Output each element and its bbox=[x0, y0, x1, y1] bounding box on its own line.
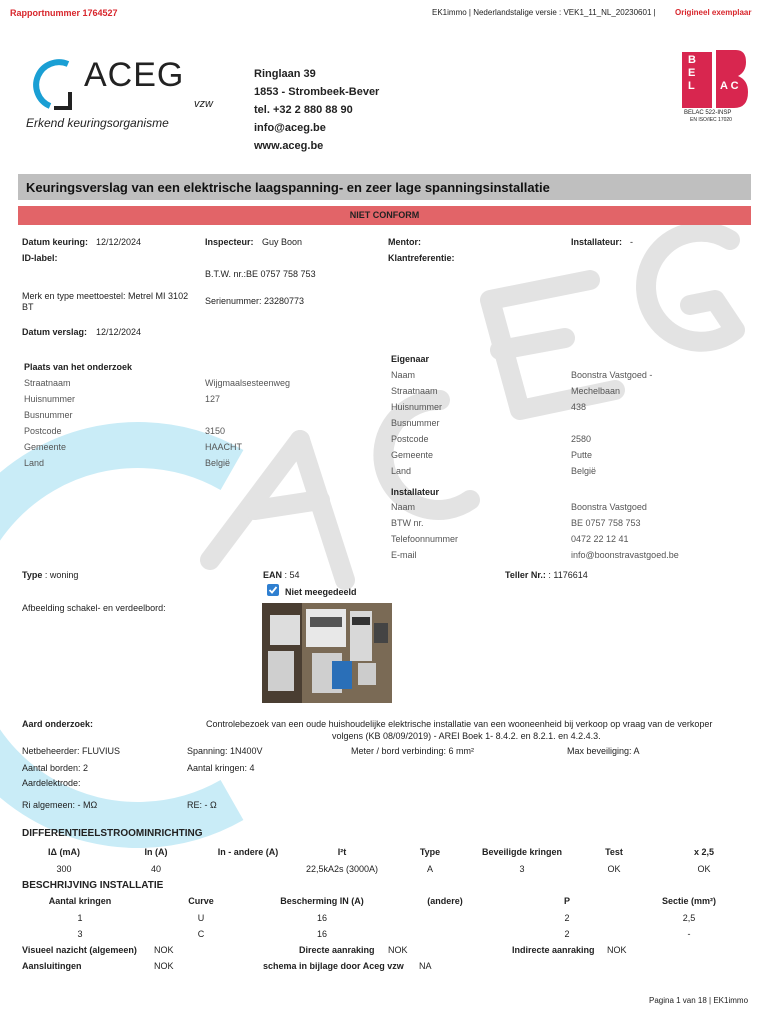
aantal-kringen: Aantal kringen: 4 bbox=[187, 763, 255, 773]
serienummer: Serienummer: 23280773 bbox=[205, 296, 305, 306]
owner-row-label: Straatnaam bbox=[391, 386, 438, 396]
netbeheerder: Netbeheerder: FLUVIUS bbox=[22, 746, 121, 756]
differential-header: In - andere (A) bbox=[217, 847, 279, 857]
installation-header: P bbox=[563, 896, 570, 906]
schema-label: schema in bijlage door Aceg vzw bbox=[263, 961, 404, 971]
differential-header: IΔ (mA) bbox=[48, 847, 80, 857]
differential-cell: 3 bbox=[519, 864, 525, 874]
installer-row-label: E-mail bbox=[391, 550, 417, 560]
differential-cell: 22,5kA2s (3000A) bbox=[305, 864, 379, 874]
installation-cell: U bbox=[197, 913, 205, 923]
max-beveiliging: Max beveiliging: A bbox=[567, 746, 640, 756]
differential-heading: DIFFERENTIEELSTROOMINRICHTING bbox=[22, 828, 203, 839]
owner-row-label: Naam bbox=[391, 370, 416, 380]
installer-row-label: Naam bbox=[391, 502, 416, 512]
belac-letter-c: C bbox=[730, 80, 739, 92]
type-row bbox=[22, 570, 78, 580]
re-value: RE: - Ω bbox=[187, 800, 217, 810]
owner-row-label: Huisnummer bbox=[391, 402, 443, 412]
company-phone: tel. +32 2 880 88 90 bbox=[254, 104, 353, 116]
version-text: EK1immo | Nederlandstalige versie : VEK1_11_NL_20230601 | bbox=[432, 8, 656, 17]
owner-row-value: Mechelbaan bbox=[571, 386, 621, 396]
differential-cell: A bbox=[426, 864, 433, 874]
installer-row-value: info@boonstravastgoed.be bbox=[571, 550, 679, 560]
belac-letter-e: E bbox=[688, 67, 696, 79]
original-copy: Origineel exemplaar bbox=[675, 8, 752, 17]
installation-cell: 2,5 bbox=[682, 913, 696, 923]
owner-row-label: Busnummer bbox=[391, 418, 440, 428]
location-row-value: HAACHT bbox=[205, 442, 243, 452]
installateur-value: - bbox=[630, 237, 633, 247]
location-row-label: Land bbox=[24, 458, 45, 468]
differential-header: In (A) bbox=[144, 847, 168, 857]
owner-row-label: Postcode bbox=[391, 434, 429, 444]
schema-value: NA bbox=[419, 961, 432, 971]
location-row-value: 3150 bbox=[205, 426, 226, 436]
location-row-value: Wijgmaalsesteenweg bbox=[205, 378, 291, 388]
installation-cell: 2 bbox=[564, 929, 570, 939]
ean-row bbox=[263, 570, 300, 580]
differential-header: Type bbox=[419, 847, 441, 857]
installation-cell: 16 bbox=[316, 913, 327, 923]
datum-verslag-label: Datum verslag: bbox=[22, 327, 88, 337]
address-line2: 1853 - Strombeek-Bever bbox=[254, 86, 380, 98]
installation-heading: BESCHRIJVING INSTALLATIE bbox=[22, 880, 164, 891]
differential-header: Beveiligde kringen bbox=[481, 847, 563, 857]
ri-algemeen: Ri algemeen: - MΩ bbox=[22, 800, 98, 810]
installation-cell: 1 bbox=[77, 913, 83, 923]
logo-brand: ACEG bbox=[84, 56, 185, 94]
meter-bord: Meter / bord verbinding: 6 mm² bbox=[351, 746, 475, 756]
installation-cell: 16 bbox=[316, 929, 327, 939]
afbeelding-label: Afbeelding schakel- en verdeelbord: bbox=[22, 603, 166, 613]
location-row-value: 127 bbox=[205, 394, 221, 404]
mentor-label: Mentor: bbox=[388, 237, 421, 247]
id-label: ID-label: bbox=[22, 253, 58, 263]
visueel-value: NOK bbox=[154, 945, 174, 955]
belac-letter-l: L bbox=[688, 80, 695, 92]
type-value: : woning bbox=[44, 570, 79, 580]
installation-cell: C bbox=[197, 929, 205, 939]
differential-cell: OK bbox=[607, 864, 621, 874]
installer-row-value: BE 0757 758 753 bbox=[571, 518, 641, 528]
location-row-label: Postcode bbox=[24, 426, 62, 436]
differential-cell: 40 bbox=[150, 864, 161, 874]
installer-row-label: BTW nr. bbox=[391, 518, 424, 528]
ean-label: EAN bbox=[263, 570, 283, 580]
meettoestel: Merk en type meettoestel: Metrel MI 3102 BT bbox=[22, 291, 189, 312]
location-row-label: Straatnaam bbox=[24, 378, 71, 388]
owner-row-value: België bbox=[571, 466, 597, 476]
spanning: Spanning: 1N400V bbox=[187, 746, 263, 756]
status-badge: NIET CONFORM bbox=[349, 210, 420, 220]
installation-header: Sectie (mm²) bbox=[661, 896, 716, 906]
board-image bbox=[262, 603, 392, 703]
location-row-label: Gemeente bbox=[24, 442, 67, 452]
location-row-label: Huisnummer bbox=[24, 394, 76, 404]
aard-label: Aard onderzoek: bbox=[22, 719, 94, 729]
owner-row-label: Gemeente bbox=[391, 450, 434, 460]
installation-header: (andere) bbox=[427, 896, 463, 906]
page-footer: Pagina 1 van 18 | EK1immo bbox=[649, 996, 749, 1005]
address-line1: Ringlaan 39 bbox=[254, 68, 316, 80]
inspecteur-label: Inspecteur: bbox=[205, 237, 254, 247]
teller-row bbox=[505, 570, 588, 580]
installer-row-value: Boonstra Vastgoed bbox=[571, 502, 647, 512]
teller-value: : 1176614 bbox=[548, 570, 588, 580]
location-row-label: Busnummer bbox=[24, 410, 73, 420]
datum-keuring-label: Datum keuring: bbox=[22, 237, 89, 247]
installation-cell: 2 bbox=[564, 913, 570, 923]
belac-letter-b: B bbox=[688, 54, 696, 66]
company-address bbox=[254, 65, 379, 155]
logo-tagline: Erkend keuringsorganisme bbox=[26, 116, 169, 130]
logo-suffix: vzw bbox=[194, 98, 213, 110]
klantreferentie-label: Klantreferentie: bbox=[388, 253, 455, 263]
inspecteur-value: Guy Boon bbox=[262, 237, 303, 247]
differential-cell: 300 bbox=[56, 864, 72, 874]
type-label: Type bbox=[22, 570, 43, 580]
report-number: Rapportnummer 1764527 bbox=[10, 8, 118, 18]
belac-sub: EN ISO/IEC 17020 bbox=[690, 117, 732, 123]
installation-cell: 3 bbox=[77, 929, 83, 939]
aardelektrode: Aardelektrode: bbox=[22, 778, 81, 788]
installation-header: Curve bbox=[188, 896, 214, 906]
distribution-board-photo bbox=[262, 603, 392, 703]
checkmark-icon bbox=[268, 585, 278, 595]
owner-heading: Eigenaar bbox=[391, 354, 430, 364]
location-row-value: België bbox=[205, 458, 231, 468]
belac-letter-a: A bbox=[720, 80, 728, 92]
installer-row-value: 0472 22 12 41 bbox=[571, 534, 629, 544]
report-title: Keuringsverslag van een elektrische laagspanning- en zeer lage spanningsinstallatie bbox=[26, 180, 550, 195]
owner-row-value: 438 bbox=[571, 402, 587, 412]
btw-number: B.T.W. nr.:BE 0757 758 753 bbox=[205, 269, 316, 279]
datum-keuring-value: 12/12/2024 bbox=[96, 237, 142, 247]
teller-label: Teller Nr.: bbox=[505, 570, 546, 580]
owner-row-value: Boonstra Vastgoed - bbox=[571, 370, 653, 380]
niet-meegedeeld-label: Niet meegedeeld bbox=[285, 587, 357, 597]
aard-line2: volgens (KB 08/09/2019) - AREI Boek 1- 8.4.2. en 8.2.1. en 4.2.4.3. bbox=[332, 731, 601, 741]
belac-logo bbox=[682, 48, 748, 122]
aard-line1: Controlebezoek van een oude huishoudelijke elektrische installatie van een wooneenheid bij verkoop op vraag van de verkoper bbox=[206, 719, 713, 729]
installation-header: Bescherming IN (A) bbox=[280, 896, 364, 906]
installer-heading: Installateur bbox=[391, 487, 440, 497]
visueel-label: Visueel nazicht (algemeen) bbox=[22, 945, 137, 955]
indirecte-label: Indirecte aanraking bbox=[512, 945, 595, 955]
installateur-label: Installateur: bbox=[571, 237, 623, 247]
belac-letters bbox=[688, 54, 696, 93]
aantal-borden: Aantal borden: 2 bbox=[22, 763, 89, 773]
belac-code: BELAC 522-INSP bbox=[684, 110, 732, 116]
directe-value: NOK bbox=[388, 945, 408, 955]
owner-row-value: 2580 bbox=[571, 434, 592, 444]
differential-header: x 2,5 bbox=[693, 847, 715, 857]
datum-verslag-value: 12/12/2024 bbox=[96, 327, 142, 337]
differential-cell: OK bbox=[697, 864, 711, 874]
differential-header: I²t bbox=[337, 847, 347, 857]
installation-header: Aantal kringen bbox=[48, 896, 112, 906]
report-title-bar bbox=[18, 174, 751, 200]
owner-row-label: Land bbox=[391, 466, 412, 476]
location-heading: Plaats van het onderzoek bbox=[24, 362, 133, 372]
owner-row-value: Putte bbox=[571, 450, 593, 460]
indirecte-value: NOK bbox=[607, 945, 627, 955]
niet-meegedeeld-checkbox[interactable] bbox=[267, 584, 279, 596]
differential-header: Test bbox=[605, 847, 623, 857]
installation-cell: - bbox=[687, 929, 691, 939]
ean-value: : 54 bbox=[284, 570, 300, 580]
company-email: info@aceg.be bbox=[254, 122, 326, 134]
company-website: www.aceg.be bbox=[254, 140, 324, 152]
belac-letters-right bbox=[720, 80, 739, 93]
status-bar bbox=[18, 206, 751, 225]
installer-row-label: Telefoonnummer bbox=[391, 534, 459, 544]
aansluitingen-label: Aansluitingen bbox=[22, 961, 82, 971]
directe-label: Directe aanraking bbox=[299, 945, 375, 955]
aansluitingen-value: NOK bbox=[154, 961, 174, 971]
